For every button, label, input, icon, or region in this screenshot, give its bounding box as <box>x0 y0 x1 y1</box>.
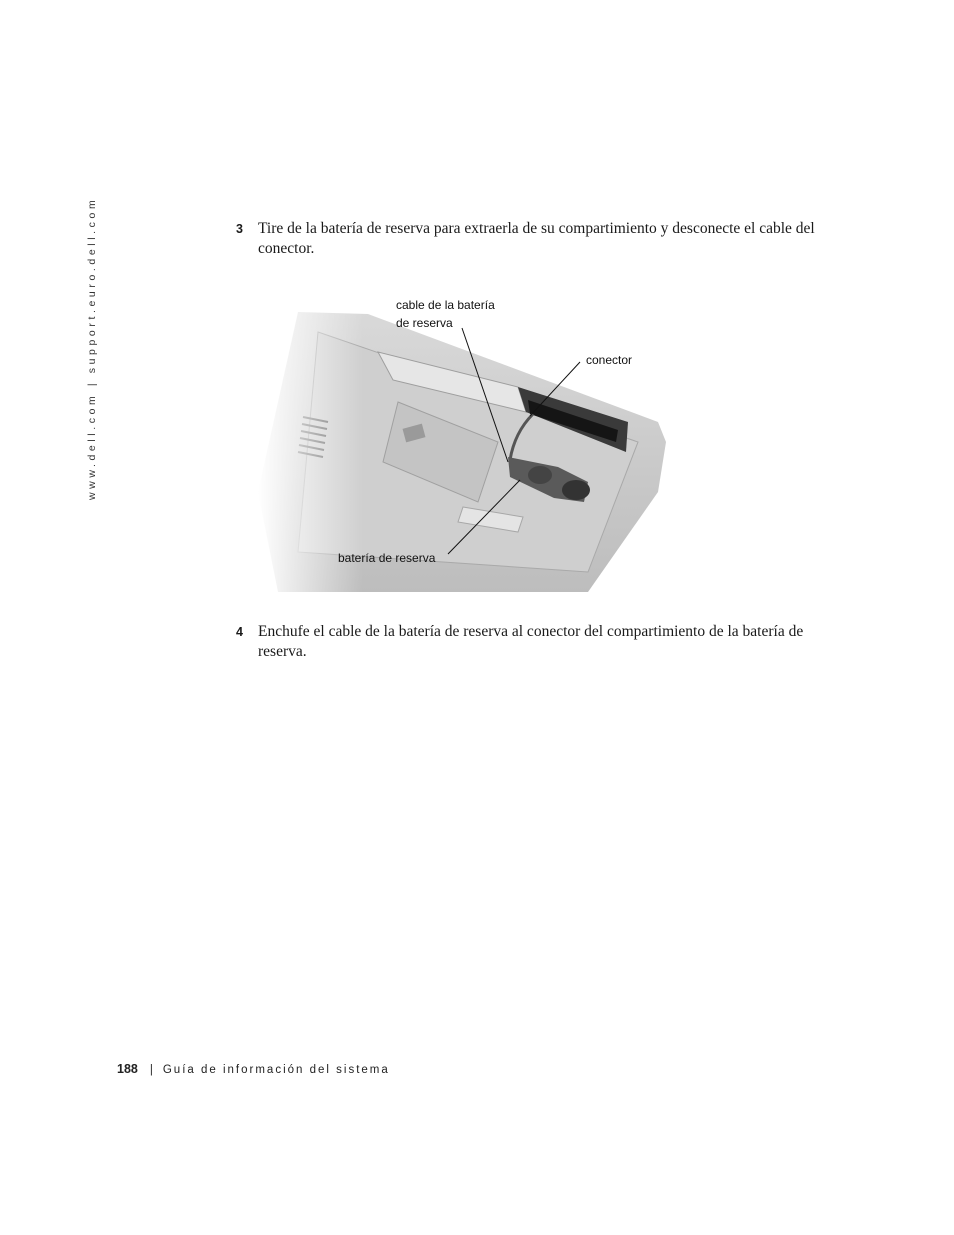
step-3 <box>236 219 816 259</box>
callout-battery-label: batería de reserva <box>338 551 436 565</box>
step-text: Tire de la batería de reserva para extraerla de su compartimiento y desconecte el cable del conector. <box>258 220 815 257</box>
callout-connector-label: conector <box>586 353 633 367</box>
callout-cable-label <box>396 296 495 332</box>
page-number: 188 <box>117 1062 138 1076</box>
step-text: Enchufe el cable de la batería de reserva al conector del compartimiento de la batería de reserva. <box>258 623 804 660</box>
reserve-battery-illustration <box>258 292 678 602</box>
step-number: 4 <box>236 625 243 639</box>
side-url: www.dell.com | support.euro.dell.com <box>86 196 98 500</box>
step-number: 3 <box>236 222 243 236</box>
page-footer <box>117 1062 390 1076</box>
footer-separator: | <box>149 1064 153 1076</box>
document-title: Guía de información del sistema <box>162 1064 390 1076</box>
callout-cable-line-2: de reserva <box>396 316 453 330</box>
step-4 <box>236 622 816 662</box>
callout-cable-line-1: cable de la batería <box>396 298 495 312</box>
